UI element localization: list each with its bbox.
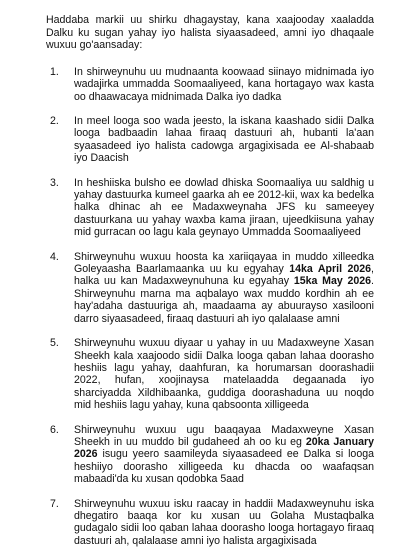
item-text: Shirweynuhu wuxuu ugu baaqayaa Madaxweyne Xasan Sheekh in uu muddo bil gudaheed ah oo ku eg: [74, 423, 374, 448]
intro-paragraph: Haddaba markii uu shirku dhagaystay, kana xaajooday xaaladda Dalku ku sugan yahay iyo halista siyaasadeed, amni iyo dhaqaale wuxuu go'aansaday:: [46, 14, 374, 52]
item-text: Shirweynuhu wuxuu isku raacay in haddii Madaxweynuhu iska dhegatiro baaqa kor ku xusan uu Golaha Mustaqbalka gudagalo sidii loo qaban lahaa doorasho looga hortagayo firaaq dastuuri ah, qalalaase amni iyo halista argagixisada: [74, 497, 374, 547]
item-number: 2.: [50, 115, 59, 127]
item-number: 5.: [50, 337, 59, 350]
resolution-item: [46, 66, 374, 103]
item-number: 7.: [50, 497, 59, 510]
item-text: In meel looga soo wada jeesto, la iskana kaashado sidii Dalka looga badbaadin lahaa firaaq dastuuri ah, hubanti la'aan syaasadeed iyo halista cadowga argagixisada ee Al-shabaab iyo Daacish: [74, 115, 374, 165]
resolution-item: [46, 424, 374, 486]
resolution-item: [46, 498, 374, 547]
resolution-item: [46, 177, 374, 239]
item-text: isugu yeero saamileyda siyaasadeed ee Dalka si looga heshiiyo doorasho xilligeeda ku dhacda oo waafaqsan mabaadi'da ku xusan qodobka 5aad: [74, 448, 374, 486]
item-text: In shirweynuhu uu mudnaanta koowaad siinayo midnimada iyo wadajirka ummadda Soomaaliyeed, kana hortagayo wax kasta oo dhaawacaya midnimada Dalka iyo dadka: [74, 65, 374, 103]
item-text: In heshiiska bulsho ee dowlad dhiska Soomaaliya uu saldhig u yahay dastuurka kumeel gaarka ah ee 2012-kii, wax ka bedelka halka dhinac ah ee Madaxweynaha JFS ku sameeyey dastuurkana uu yahay waxba kama jiraan, ujeedkiisuna yahay mid gurracan oo lagu kala geynayo Ummadda Soomaaliyeed: [74, 176, 374, 239]
resolution-list: [46, 66, 374, 547]
item-number: 4.: [50, 250, 59, 263]
item-text: . Shirweynuhu marna ma aqbalayo wax muddo kordhin ah ee hay'adaha dastuuriga ah, maadaama ay abuurayso xasilooni darro siyaasadeed, firaaq dastuuri ah iyo qalalaase amni: [74, 275, 374, 325]
item-date-emphasis: 14ka April 2026: [289, 263, 372, 276]
resolution-item: [46, 115, 374, 165]
item-text: Shirweynuhu wuxuu hoosta ka xariiqayaa in muddo xilleedka Goleyaasha Baarlamaanka uu ku egyahay: [74, 250, 374, 276]
item-number: 1.: [50, 65, 59, 78]
item-number: 6.: [50, 423, 59, 436]
item-text: , halka uu kan Madaxweynuhuna ku egyahay: [74, 263, 374, 288]
resolution-item: [46, 337, 374, 411]
item-date-emphasis: 15ka May 2026: [293, 275, 372, 288]
item-text: Shirweynuhu wuxuu diyaar u yahay in uu Madaxweyne Xasan Sheekh kala xaajoodo sidii Dalka looga qaban lahaa doorasho heshiis lagu yahay, daahfuran, ka horumarsan doorashadii 2022, hufan, xoojinaysa matelaadda degaanada iyo sharciyadda Xildhibaanka, guddiga doorashaduna uu noqdo mid heshiis lagu yahay, kuna qabsoonta xilligeeda: [74, 337, 374, 412]
resolution-item: [46, 251, 374, 325]
item-number: 3.: [50, 176, 59, 189]
item-date-emphasis: 20ka January 2026: [74, 435, 374, 461]
